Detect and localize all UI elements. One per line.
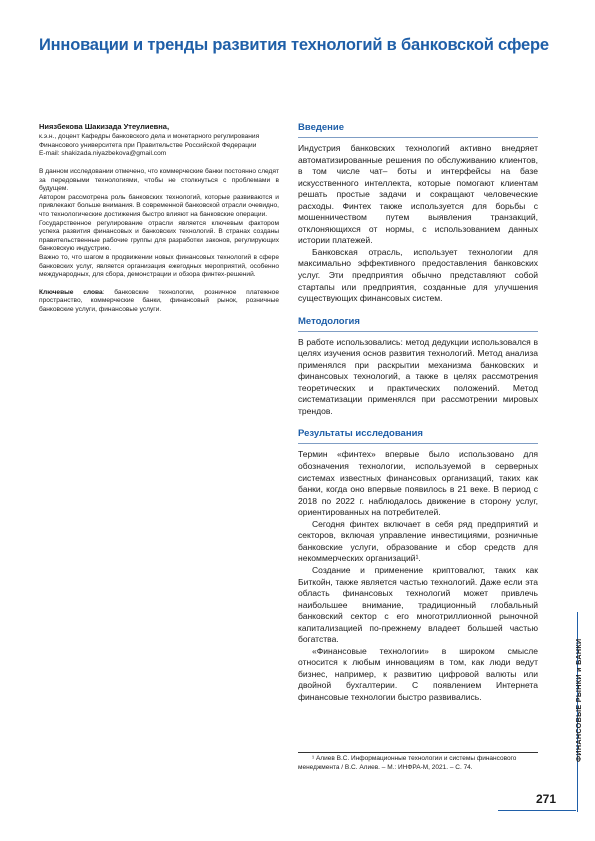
author-email: E-mail: shakizada.niyazbekova@gmail.com <box>39 150 167 158</box>
section-results <box>298 428 538 703</box>
section-methodology <box>298 316 538 418</box>
footnote-text: ¹ Алиев В.С. Информационные технологии и системы финансового менеджмента / В.С. Алиев. – М.: ИНФРА-М, 2021. – С. 74. <box>298 755 517 771</box>
section-heading: Методология <box>298 316 538 332</box>
body-paragraph: Сегодня финтех включает в себя ряд предприятий и секторов, включая управление инвестициями, розничные банковские услуги, образование и сбор средств для некоммерческих организаций¹. <box>298 518 538 564</box>
journal-section-label <box>562 638 583 762</box>
page-number: 271 <box>536 792 557 806</box>
keywords-text: : банковские технологии, розничное платежное пространство, коммерческие банки, финансовый рынок, розничные банковские услуги, финансовые услуги. <box>39 288 279 314</box>
keywords-label: Ключевые слова <box>39 288 103 296</box>
keywords <box>39 289 279 315</box>
page-number-rule <box>498 810 576 811</box>
section-introduction <box>298 122 538 305</box>
abstract <box>39 168 279 280</box>
section-heading: Введение <box>298 122 538 138</box>
journal-section-text: ФИНАНСОВЫЕ РЫНКИ и БАНКИ <box>574 638 583 762</box>
abstract-paragraph: В данном исследовании отмечено, что коммерческие банки постоянно следят за передовыми технологиями, чтобы не столкнуться с проблемами в будущем. <box>39 168 279 193</box>
footnote <box>298 752 538 772</box>
author-abstract-column <box>39 122 279 315</box>
body-paragraph: Термин «финтех» впервые было использовано для обозначения технологии, используемой в серверных системах известных финансовых организаций, таких как банки, когда оно впервые появилось в 21 веке. В период с 2018 по 2022 г. наблюдалось движение в сторону услуг, ориентированных на потребителей. <box>298 449 538 518</box>
body-paragraph: Банковская отрасль, использует технологии для максимально эффективного предоставления банковских услуг. Эти предприятия обычно представляют собой стартапы или предприятия, созданные для улучшения существующих финансовых систем. <box>298 246 538 304</box>
body-paragraph: В работе использовались: метод дедукции использовался в целях изучения основ развития технологий. Метод анализа применялся при раскрытии механизма банковских и финансовых технологий, а также в целях рассмотрения теоретических и практических положений. Метод систематизации применялся при рассмотрении мировых трендов. <box>298 336 538 416</box>
section-heading: Результаты исследования <box>298 428 538 444</box>
main-text-column <box>298 122 538 715</box>
article-title: Инновации и тренды развития технологий в банковской сфере <box>39 36 549 54</box>
author-name: Ниязбекова Шакизада Утеулиевна, <box>39 122 170 131</box>
body-paragraph: «Финансовые технологии» в широком смысле относится к любым инновациям в том, как люди ведут бизнес, например, к развитию цифровой валюты или двойной бухгалтерии. С появлением Интернета финансовые технологии быстро развивались. <box>298 645 538 702</box>
body-paragraph: Создание и применение криптовалют, таких как Биткойн, также является частью технологий. Даже если эта область финансовых технологий может привлечь наибольшее внимание, традиционный глобальный банковский сектор с его многотриллионной рыночной капитализацией по-прежнему владеет большей частью богатства. <box>298 564 538 645</box>
abstract-paragraph: Государственное регулирование отрасли является ключевым фактором успеха развития финансовых и банковских технологий. В странах созданы правительственные рабочие группы для разработки законов, регулирующих банковскую индустрию. <box>39 219 279 253</box>
abstract-paragraph: Автором рассмотрена роль банковских технологий, которые развиваются и привлекают больше внимания. В современной банковской отрасли очевидно, что технологические достижения быстро влияют на банковские операции. <box>39 193 279 219</box>
author-affiliation: к.э.н., доцент Кафедры банковского дела и монетарного регулирования Финансового университета при Правительстве Российской Федерации <box>39 133 260 149</box>
body-paragraph: Индустрия банковских технологий активно внедряет автоматизированные решения по обслуживанию клиентов, в том числе чат– боты и интерфейсы на базе искусственного интеллекта, которые помогают клиентам решать простые задачи и сокращают человеческие расходы. Финтех также используется для борьбы с мошенничеством путем выявления транзакций, отклоняющихся от нормы, с использованием данных истории платежей. <box>298 143 538 246</box>
abstract-paragraph: Важно то, что шагом в продвижении новых финансовых технологий в сфере банковских услуг, является организация ежегодных мероприятий, особенно международных, для сбора, демонстрации и обзора финтех-решений. <box>39 254 279 279</box>
